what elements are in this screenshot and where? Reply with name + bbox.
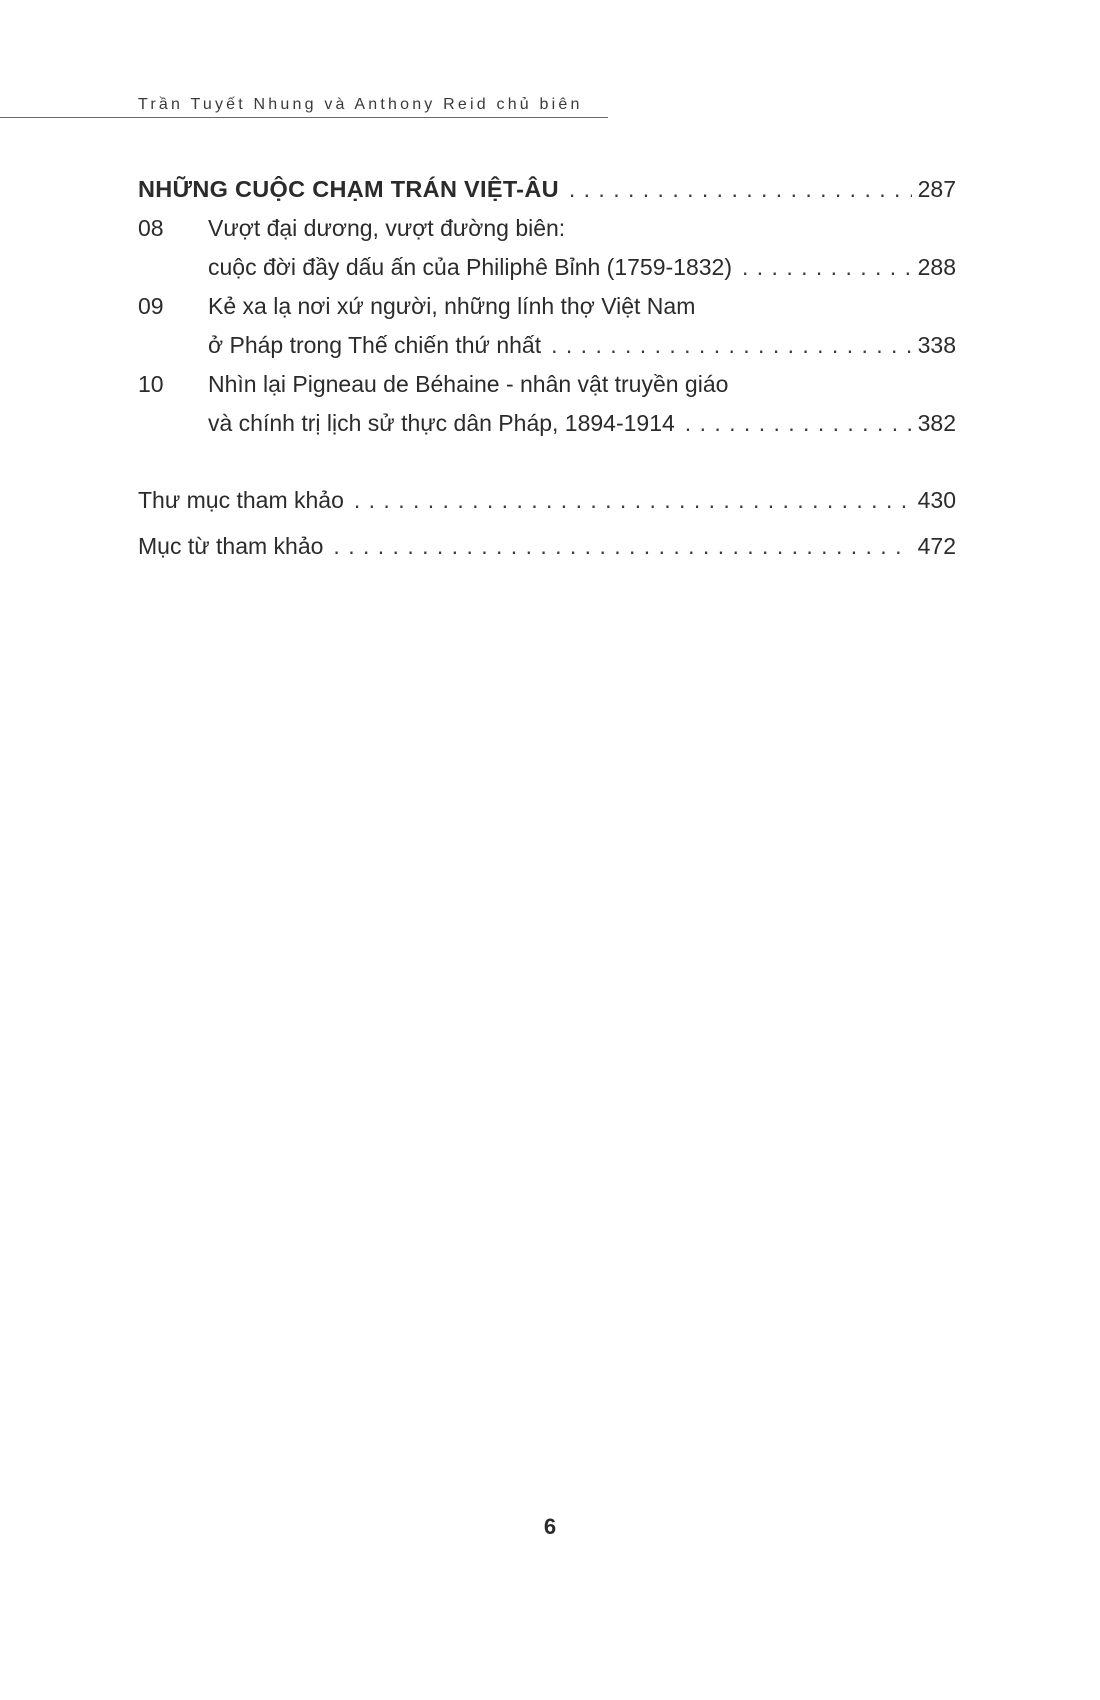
page-number: 6	[543, 1514, 557, 1539]
running-header: Trần Tuyết Nhung và Anthony Reid chủ biên	[138, 96, 583, 113]
dot-leader	[551, 326, 912, 365]
dot-leader	[354, 477, 912, 523]
chapter-number: 08	[138, 215, 164, 241]
toc-part-entry[interactable]	[138, 170, 956, 209]
chapter-title-line2: cuộc đời đầy dấu ấn của Philiphê Bỉnh (1759-1832)	[208, 254, 732, 280]
chapter-title-line1: Vượt đại dương, vượt đường biên:	[208, 215, 566, 241]
dot-leader	[569, 170, 912, 209]
chapter-number: 09	[138, 293, 164, 319]
toc-chapter-entry[interactable]	[138, 287, 956, 326]
chapter-number: 10	[138, 371, 164, 397]
part-page-number: 287	[917, 176, 956, 202]
toc-chapter-entry-continued[interactable]	[138, 404, 956, 443]
backmatter-title: Thư mục tham khảo	[138, 487, 344, 513]
chapter-title-line2: và chính trị lịch sử thực dân Pháp, 1894-1914	[208, 410, 675, 436]
chapter-page-number: 382	[917, 410, 956, 436]
backmatter-page-number: 472	[917, 533, 956, 559]
dot-leader	[685, 404, 912, 443]
dot-leader	[742, 248, 912, 287]
header-rule	[0, 117, 608, 118]
chapter-page-number: 338	[917, 332, 956, 358]
backmatter-list	[138, 477, 956, 569]
dot-leader	[333, 523, 911, 569]
backmatter-page-number: 430	[917, 487, 956, 513]
chapter-title-line1: Nhìn lại Pigneau de Béhaine - nhân vật truyền giáo	[208, 371, 729, 397]
part-title: NHỮNG CUỘC CHẠM TRÁN VIỆT-ÂU	[138, 176, 559, 202]
chapter-title-line2: ở Pháp trong Thế chiến thứ nhất	[208, 332, 542, 358]
backmatter-title: Mục từ tham khảo	[138, 533, 324, 559]
toc-chapter-entry[interactable]	[138, 365, 956, 404]
table-of-contents	[138, 170, 956, 569]
chapter-title-line1: Kẻ xa lạ nơi xứ người, những lính thợ Việt Nam	[208, 293, 696, 319]
chapter-page-number: 288	[917, 254, 956, 280]
toc-chapter-entry-continued[interactable]	[138, 248, 956, 287]
toc-backmatter-entry[interactable]	[138, 523, 956, 569]
toc-backmatter-entry[interactable]	[138, 477, 956, 523]
toc-chapter-entry-continued[interactable]	[138, 326, 956, 365]
toc-chapter-entry[interactable]	[138, 209, 956, 248]
